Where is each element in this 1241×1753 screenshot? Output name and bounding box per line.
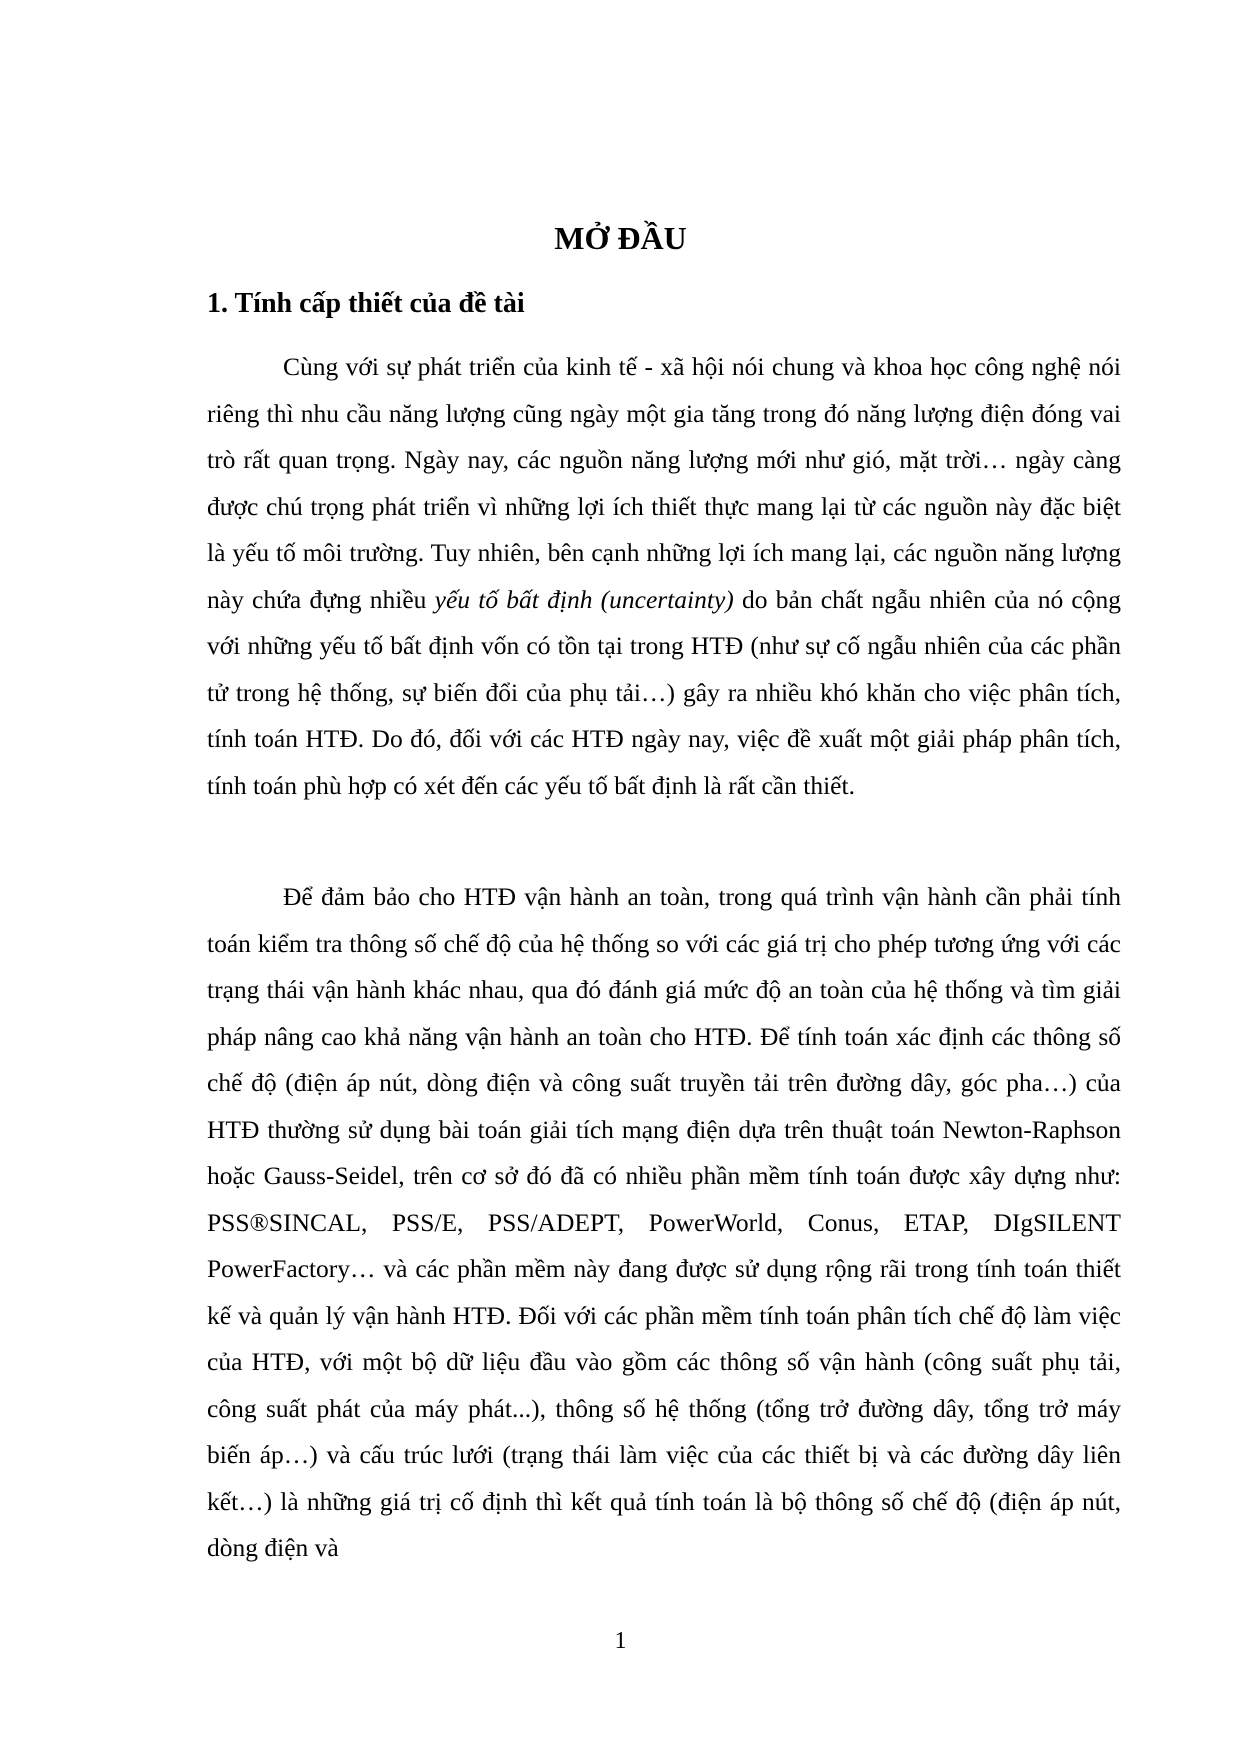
emphasis-uncertainty: yếu tố bất định (uncertainty) — [434, 584, 734, 614]
paragraph-urgency — [207, 344, 1121, 809]
page-number: 1 — [614, 1628, 627, 1654]
chapter-title: MỞ ĐẦU — [554, 220, 687, 256]
paragraph-text: Cùng với sự phát triển của kinh tế - xã hội nói chung và khoa học công nghệ nói riêng thì nhu cầu năng lượng cũng ngày một gia tăng trong đó năng lượng điện đóng vai trò rất quan trọng. Ngày nay, các nguồn năng lượng mới như gió, mặt trời… ngày càng được chú trọng phát triển vì những lợi ích thiết thực mang lại từ các nguồn này đặc biệt là yếu tố môi trường. Tuy nhiên, bên cạnh những lợi ích mang lại, các nguồn năng lượng này chứa đựng nhiều — [207, 352, 1121, 614]
paragraph-text: do bản chất ngẫu nhiên của nó cộng với những yếu tố bất định vốn có tồn tại trong HTĐ (như sự cố ngẫu nhiên của các phần tử trong hệ thống, sự biến đổi của phụ tải…) gây ra nhiều khó khăn cho việc phân tích, tính toán HTĐ. Do đó, đối với các HTĐ ngày nay, việc đề xuất một giải pháp phân tích, tính toán phù hợp có xét đến các yếu tố bất định là rất cần thiết. — [207, 584, 1122, 800]
section-heading: 1. Tính cấp thiết của đề tài — [207, 288, 525, 319]
paragraph-safety: Để đảm bảo cho HTĐ vận hành an toàn, trong quá trình vận hành cần phải tính toán kiểm tra thông số chế độ của hệ thống so với các giá trị cho phép tương ứng với các trạng thái vận hành khác nhau, qua đó đánh giá mức độ an toàn của hệ thống và tìm giải pháp nâng cao khả năng vận hành an toàn cho HTĐ. Để tính toán xác định các thông số chế độ (điện áp nút, dòng điện và công suất truyền tải trên đường dây, góc pha…) của HTĐ thường sử dụng bài toán giải tích mạng điện dựa trên thuật toán Newton-Raphson hoặc Gauss-Seidel, trên cơ sở đó đã có nhiều phần mềm tính toán được xây dựng như: PSS®SINCAL, PSS/E, PSS/ADEPT, PowerWorld, Conus, ETAP, DIgSILENT PowerFactory… và các phần mềm này đang được sử dụng rộng rãi trong tính toán thiết kế và quản lý vận hành HTĐ. Đối với các phần mềm tính toán phân tích chế độ làm việc của HTĐ, với một bộ dữ liệu đầu vào gồm các thông số vận hành (công suất phụ tải, công suất phát của máy phát...), thông số hệ thống (tổng trở đường dây, tổng trở máy biến áp…) và cấu trúc lưới (trạng thái làm việc của các thiết bị và các đường dây liên kết…) là những giá trị cố định thì kết quả tính toán là bộ thông số chế độ (điện áp nút, dòng điện và — [207, 882, 1121, 1562]
